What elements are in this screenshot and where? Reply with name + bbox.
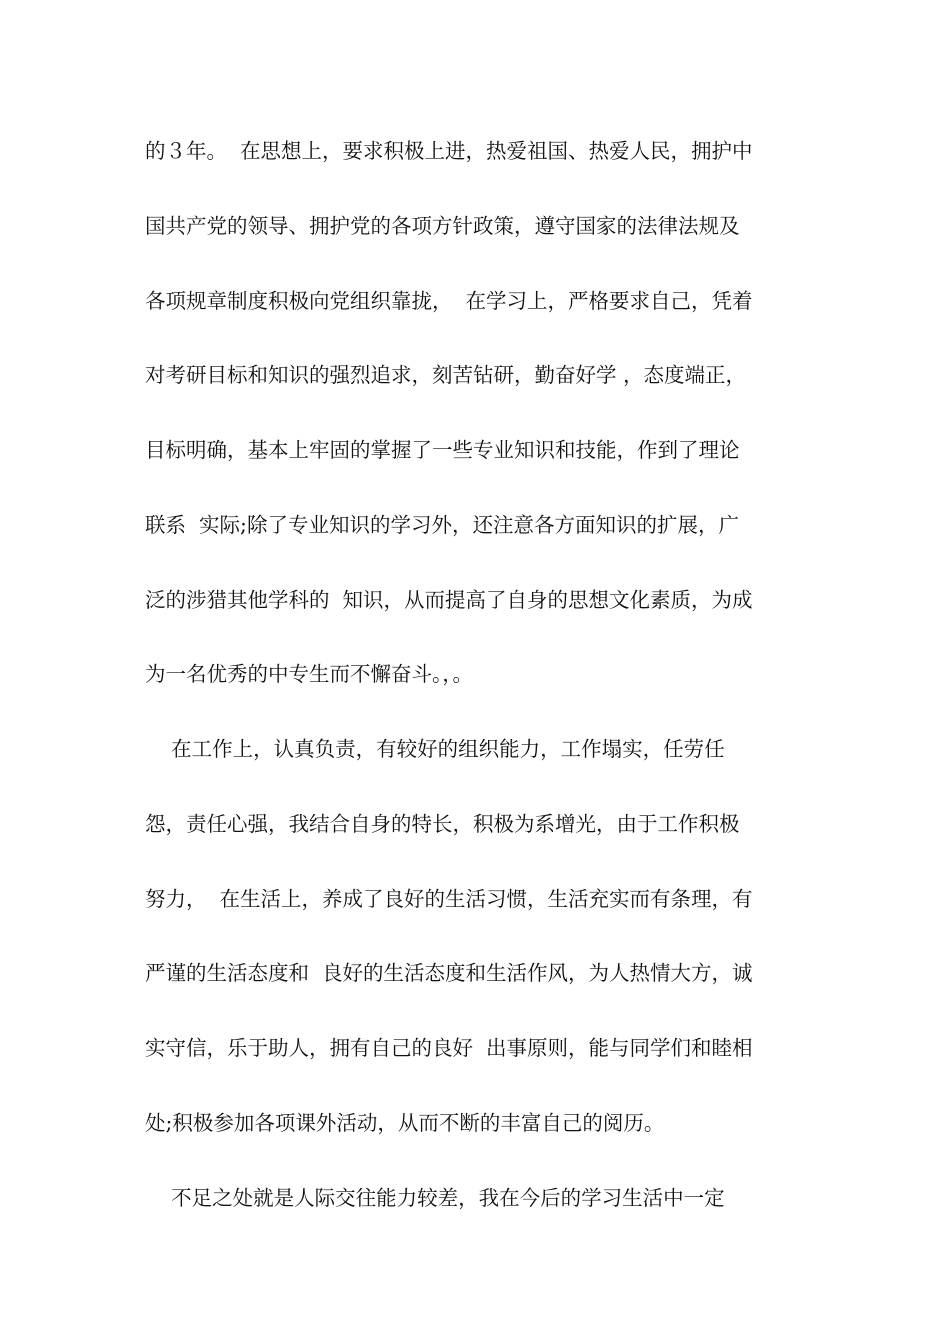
text-line: 对考研目标和知识的强烈追求，刻苦钻研，勤奋好学 ，态度端正， xyxy=(145,363,747,387)
text-line: 不足之处就是人际交往能力较差，我在今后的学习生活中一定 xyxy=(145,1186,725,1210)
text-line: 联系 实际;除了专业知识的学习外，还注意各方面知识的扩展，广 xyxy=(145,513,739,537)
text-line: 为一名优秀的中专生而不懈奋斗。，。 xyxy=(145,662,473,686)
text-line: 各项规章制度积极向党组织靠拢， 在学习上，严格要求自己，凭着 xyxy=(145,289,753,313)
text-line: 严谨的生活态度和 良好的生活态度和生活作风，为人热情大方，诚 xyxy=(145,961,753,985)
text-line: 怨，责任心强，我结合自身的特长，积极为系增光，由于工作积极 xyxy=(145,812,740,836)
text-line: 目标明确，基本上牢固的掌握了一些专业知识和技能，作到了理论 xyxy=(145,438,740,462)
text-line: 努力， 在生活上，养成了良好的生活习惯，生活充实而有条理，有 xyxy=(145,887,753,911)
text-line: 的３年。 在思想上，要求积极上进，热爱祖国、热爱人民，拥护中 xyxy=(145,139,753,163)
text-line: 在工作上，认真负责，有较好的组织能力，工作塌实，任劳任 xyxy=(145,737,725,761)
text-line: 国共产党的领导、拥护党的各项方针政策，遵守国家的法律法规及 xyxy=(145,214,740,238)
text-line: 泛的涉猎其他学科的 知识，从而提高了自身的思想文化素质，为成 xyxy=(145,588,753,612)
text-line: 实守信，乐于助人，拥有自己的良好 出事原则，能与同学们和睦相 xyxy=(145,1036,753,1060)
text-line: 处;积极参加各项课外活动，从而不断的丰富自己的阅历。 xyxy=(145,1111,665,1135)
